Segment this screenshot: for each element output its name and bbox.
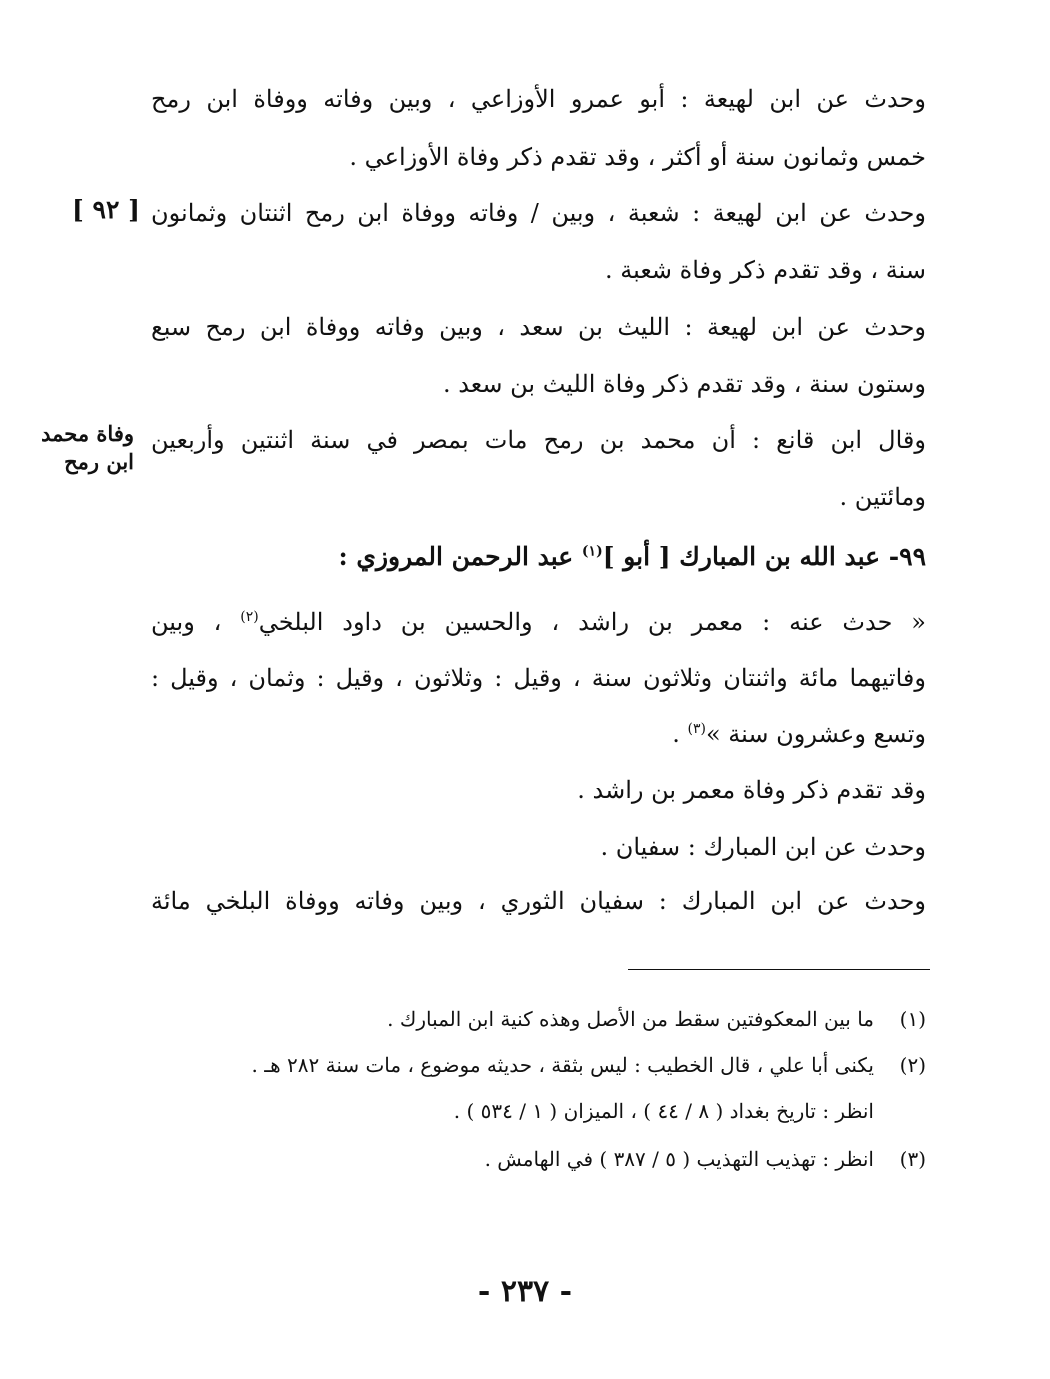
entry-heading — [338, 540, 926, 574]
text-fragment: . — [672, 720, 688, 748]
text-line: خمس وثمانون سنة أو أكثر ، وقد تقدم ذكر وفاة الأوزاعي . — [349, 143, 926, 171]
footnote — [26, 1144, 926, 1174]
text-line: وحدث عن ابن المبارك : سفيان . — [600, 833, 926, 861]
footnote — [26, 1004, 926, 1034]
footnote-ref: (١) — [581, 543, 603, 560]
footnote-number: (٣) — [899, 1147, 926, 1171]
footnote-ref: (٢) — [240, 609, 259, 625]
text-line: وقد تقدم ذكر وفاة معمر بن راشد . — [577, 776, 926, 804]
text-fragment: ، وبين — [151, 608, 241, 636]
text-line: وحدث عن ابن لهيعة : شعبة ، وبين / وفاته ووفاة ابن رمح اثنتان وثمانون — [151, 199, 926, 227]
text-line: وقال ابن قانع : أن محمد بن رمح مات بمصر في سنة اثنتين وأربعين — [151, 426, 926, 454]
text-fragment: وتسع وعشرون سنة » — [705, 720, 926, 748]
text-line: وحدث عن ابن لهيعة : الليث بن سعد ، وبين وفاته ووفاة ابن رمح سبع — [151, 313, 926, 341]
text-fragment: « حدث عنه : معمر بن راشد ، والحسين بن داود البلخي — [258, 608, 926, 636]
footnote-continuation: انظر : تاريخ بغداد ( ٨ / ٤٤ ) ، الميزان ( ١ / ٥٣٤ ) . — [453, 1099, 874, 1123]
text-line: وفاتيهما مائة واثنتان وثلاثون سنة ، وقيل : وثلاثون ، وقيل : وثمان ، وقيل : — [151, 664, 926, 692]
footnote-number: (١) — [899, 1007, 926, 1031]
footnote — [26, 1050, 926, 1080]
footnote-text: يكنى أبا علي ، قال الخطيب : ليس بثقة ، حديثه موضوع ، مات سنة ٢٨٢ هـ . — [251, 1053, 874, 1077]
manuscript-page-ref: [ ٩٢ ] — [72, 195, 140, 224]
entry-heading-part: عبد الرحمن المروزي : — [338, 542, 582, 571]
text-line: ومائتين . — [839, 483, 926, 511]
text-line: وستون سنة ، وقد تقدم ذكر وفاة الليث بن سعد . — [442, 370, 926, 398]
text-line: سنة ، وقد تقدم ذكر وفاة شعبة . — [604, 256, 926, 284]
footnote-text: انظر : تهذيب التهذيب ( ٥ / ٣٨٧ ) في الهامش . — [484, 1147, 874, 1171]
text-line — [151, 605, 926, 639]
margin-note — [30, 420, 134, 476]
margin-note-line: وفاة محمد — [41, 421, 134, 446]
text-line: وحدث عن ابن لهيعة : أبو عمرو الأوزاعي ، وبين وفاته ووفاة ابن رمح — [151, 85, 926, 113]
footnote-ref: (٣) — [687, 721, 706, 737]
footnote-separator — [628, 969, 930, 970]
page-number: - ٢٣٧ - — [477, 1274, 573, 1309]
footnote-number: (٢) — [899, 1053, 926, 1077]
margin-note-line: ابن رمح — [64, 449, 134, 474]
entry-heading-part: ٩٩- عبد الله بن المبارك [ أبو ] — [602, 542, 926, 571]
text-line: وحدث عن ابن المبارك : سفيان الثوري ، وبين وفاته ووفاة البلخي مائة — [151, 887, 926, 915]
text-line — [151, 717, 926, 751]
footnote-text: ما بين المعكوفتين سقط من الأصل وهذه كنية ابن المبارك . — [387, 1007, 874, 1031]
